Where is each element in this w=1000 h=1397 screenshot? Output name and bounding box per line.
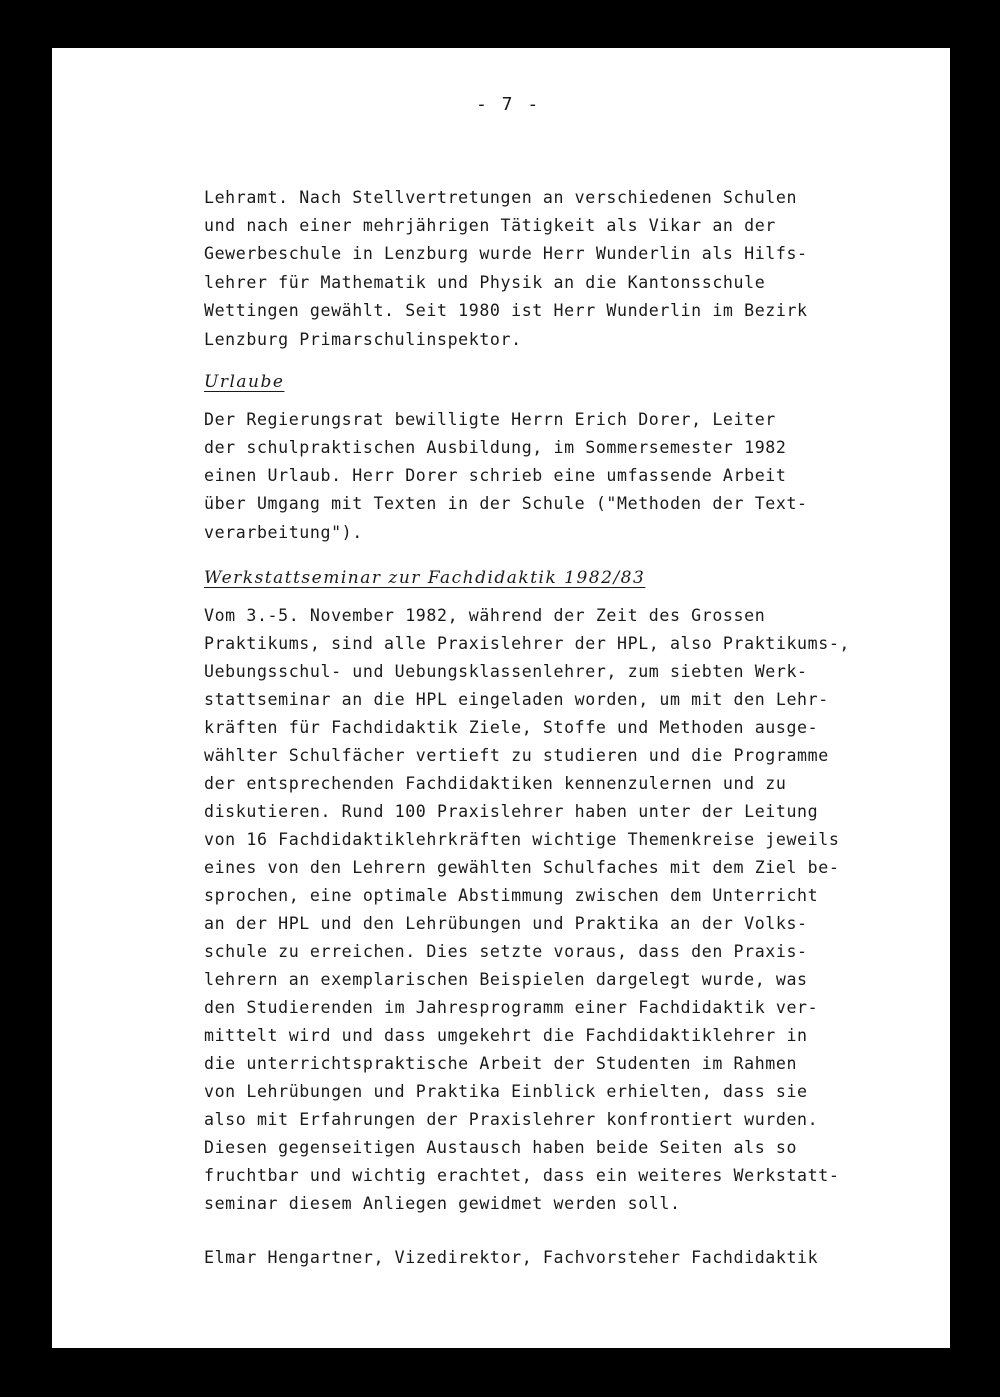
werkstatt-line: mittelt wird und dass umgekehrt die Fachdidaktiklehrer in: [204, 1026, 808, 1045]
werkstatt-line: fruchtbar und wichtig erachtet, dass ein weiteres Werkstatt-: [204, 1166, 840, 1185]
werkstatt-line: also mit Erfahrungen der Praxislehrer konfrontiert wurden.: [204, 1110, 819, 1129]
werkstatt-line: der entsprechenden Fachdidaktiken kennenzulernen und zu: [204, 774, 787, 793]
intro-line: und nach einer mehrjährigen Tätigkeit als Vikar an der: [204, 216, 776, 235]
werkstatt-line: von 16 Fachdidaktiklehrkräften wichtige Themenkreise jeweils: [204, 830, 840, 849]
signature-line: Elmar Hengartner, Vizedirektor, Fachvorsteher Fachdidaktik: [204, 1248, 819, 1267]
werkstatt-line: schule zu erreichen. Dies setzte voraus, dass den Praxis-: [204, 942, 808, 961]
werkstatt-line: von Lehrübungen und Praktika Einblick erhielten, dass sie: [204, 1082, 808, 1101]
intro-line: Lenzburg Primarschulinspektor.: [204, 330, 522, 349]
urlaube-line: der schulpraktischen Ausbildung, im Sommersemester 1982: [204, 438, 787, 457]
werkstatt-line: seminar diesem Anliegen gewidmet werden soll.: [204, 1194, 681, 1213]
urlaube-line: einen Urlaub. Herr Dorer schrieb eine umfassende Arbeit: [204, 466, 787, 485]
werkstatt-line: Diesen gegenseitigen Austausch haben beide Seiten als so: [204, 1138, 798, 1157]
intro-line: Wettingen gewählt. Seit 1980 ist Herr Wunderlin im Bezirk: [204, 301, 808, 320]
page-text: [52, 48, 950, 1348]
werkstatt-line: an der HPL und den Lehrübungen und Praktika an der Volks-: [204, 914, 808, 933]
page-number: - 7 -: [476, 94, 541, 115]
werkstatt-line: kräften für Fachdidaktik Ziele, Stoffe und Methoden ausge-: [204, 718, 819, 737]
urlaube-line: über Umgang mit Texten in der Schule ("Methoden der Text-: [204, 494, 808, 513]
werkstatt-line: sprochen, eine optimale Abstimmung zwischen dem Unterricht: [204, 886, 819, 905]
werkstatt-line: eines von den Lehrern gewählten Schulfaches mit dem Ziel be-: [204, 858, 840, 877]
werkstatt-line: wählter Schulfächer vertieft zu studieren und die Programme: [204, 746, 829, 765]
werkstatt-line: stattseminar an die HPL eingeladen worden, um mit den Lehr-: [204, 690, 829, 709]
werkstatt-line: Uebungsschul- und Uebungsklassenlehrer, zum siebten Werk-: [204, 662, 808, 681]
urlaube-line: Der Regierungsrat bewilligte Herrn Erich Dorer, Leiter: [204, 410, 776, 429]
section-heading-werkstattseminar: Werkstattseminar zur Fachdidaktik 1982/83: [204, 568, 646, 588]
intro-line: lehrer für Mathematik und Physik an die Kantonsschule: [204, 273, 766, 292]
urlaube-line: verarbeitung").: [204, 523, 363, 542]
werkstatt-line: lehrern an exemplarischen Beispielen dargelegt wurde, was: [204, 970, 808, 989]
werkstatt-line: Vom 3.-5. November 1982, während der Zeit des Grossen: [204, 606, 766, 625]
werkstatt-line: Praktikums, sind alle Praxislehrer der HPL, also Praktikums-,: [204, 634, 851, 653]
intro-line: Lehramt. Nach Stellvertretungen an verschiedenen Schulen: [204, 188, 798, 207]
werkstatt-line: den Studierenden im Jahresprogramm einer Fachdidaktik ver-: [204, 998, 819, 1017]
document-page: [52, 48, 950, 1348]
werkstatt-line: die unterrichtspraktische Arbeit der Studenten im Rahmen: [204, 1054, 798, 1073]
intro-line: Gewerbeschule in Lenzburg wurde Herr Wunderlin als Hilfs-: [204, 244, 808, 263]
section-heading-urlaube: Urlaube: [204, 372, 285, 392]
werkstatt-line: diskutieren. Rund 100 Praxislehrer haben unter der Leitung: [204, 802, 819, 821]
